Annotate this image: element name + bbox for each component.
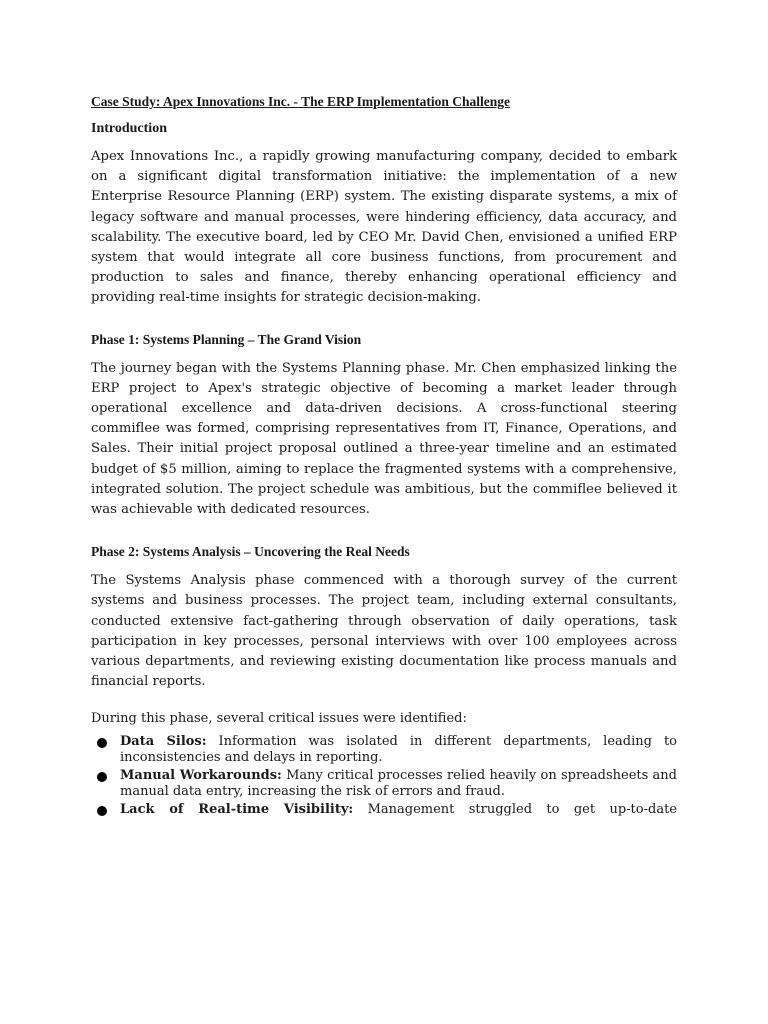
list-item	[91, 734, 677, 766]
phase1-heading: Phase 1: Systems Planning – The Grand Vision	[91, 331, 362, 347]
introduction-paragraph: Apex Innovations Inc., a rapidly growing manufacturing company, decided to embark on a significant digital transformation initiative: the implementation of a new Enterprise Resource Planning (ERP) system. The existing disparate systems, a mix of legacy software and manual processes, were hindering efficiency, data accuracy, and scalability. The executive board, led by CEO Mr. David Chen, envisioned a unified ERP system that would integrate all core business functions, from procurement and production to sales and finance, thereby enhancing operational efficiency and providing real-time insights for strategic decision-making.	[91, 149, 677, 306]
phase2-paragraph: The Systems Analysis phase commenced with a thorough survey of the current systems and business processes. The project team, including external consultants, conducted extensive fact-gathering through observation of daily operations, task participation in key processes, personal interviews with over 100 employees across various departments, and reviewing existing documentation like process manuals and financial reports.	[91, 573, 677, 690]
issue-term: Data Silos:	[120, 734, 207, 750]
issue-text: Information was isolated in different departments, leading to inconsistencies and delays in reporting.	[120, 734, 677, 766]
issue-term: Lack of Real-time Visibility:	[120, 802, 354, 818]
issue-text: Many critical processes relied heavily on spreadsheets and manual data entry, increasing the risk of errors and fraud.	[120, 768, 677, 800]
bullet-icon	[97, 738, 107, 748]
list-item	[91, 768, 677, 800]
bullet-icon	[97, 772, 107, 782]
document-body	[91, 93, 677, 820]
introduction-heading: Introduction	[91, 121, 167, 136]
bullet-icon	[97, 806, 107, 816]
issue-term: Manual Workarounds:	[120, 768, 282, 784]
phase1-paragraph: The journey began with the Systems Planning phase. Mr. Chen emphasized linking the ERP project to Apex's strategic objective of becoming a market leader through operational excellence and data-driven decisions. A cross-functional steering commiflee was formed, comprising representatives from IT, Finance, Operations, and Sales. Their initial project proposal outlined a three-year timeline and an estimated budget of $5 million, aiming to replace the fragmented systems with a comprehensive, integrated solution. The project schedule was ambitious, but the commiflee believed it was achievable with dedicated resources.	[91, 360, 677, 518]
list-item	[91, 802, 677, 818]
issues-lead: During this phase, several critical issues were identified:	[91, 711, 467, 727]
document-title: Case Study: Apex Innovations Inc. - The ERP Implementation Challenge	[91, 94, 511, 109]
phase2-heading: Phase 2: Systems Analysis – Uncovering the Real Needs	[91, 544, 410, 560]
issue-text: Management struggled to get up-to-date	[367, 802, 677, 818]
issues-list	[91, 734, 677, 818]
